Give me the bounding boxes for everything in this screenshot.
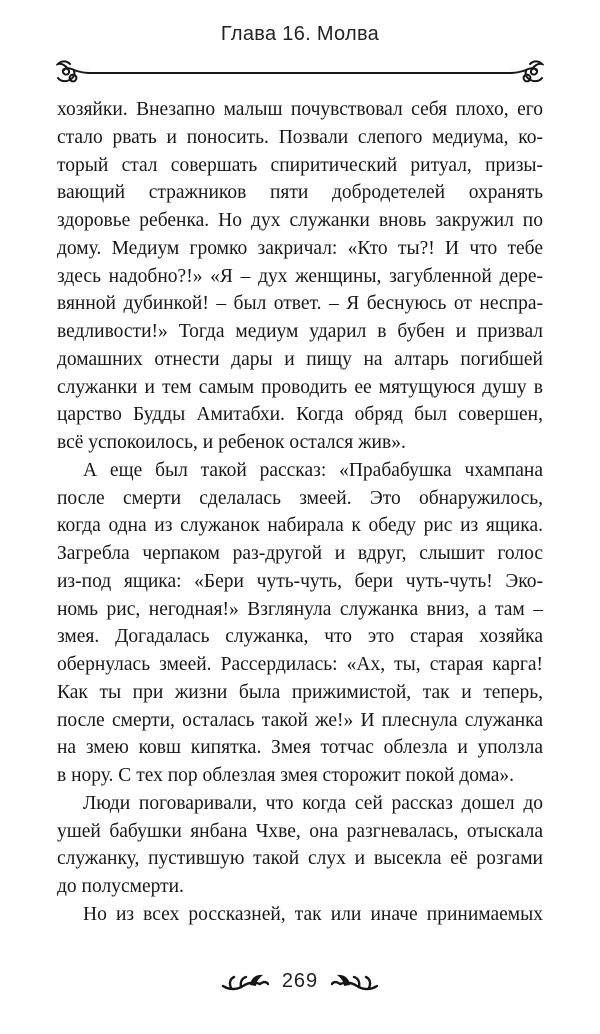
floral-flourish-icon: [56, 59, 92, 87]
text-line: Люди поговаривали, что когда сей рассказ дошел до: [83, 792, 543, 814]
text-line: вянной дубинкой! – был ответ. – Я беснуюсь от неспра-: [57, 293, 543, 315]
divider-rule: [87, 72, 513, 74]
text-line: змея. Догадалась служанка, что это старая хозяйка: [57, 626, 543, 648]
text-line: царство Будды Амитабхи. Когда обряд был совершен,: [57, 404, 543, 426]
text-line: номь рис, негодная!» Взглянула служанка вниз, а там –: [57, 598, 543, 620]
text-line: всё успокоилось, и ребенок остался жив».: [57, 432, 406, 453]
text-line: после смерти сделалась змеей. Это обнаружилось,: [57, 487, 543, 509]
text-line: домашних отнести дары и пищу на алтарь погибшей: [57, 348, 543, 370]
text-line: обернулась змеей. Рассердилась: «Ах, ты, старая карга!: [57, 654, 543, 675]
text-line: Загребла черпаком раз-другой и вдруг, слышит голос: [57, 543, 543, 564]
leaf-flourish-icon: [331, 972, 379, 992]
text-line: Как ты при жизни была прижимистой, так и теперь,: [57, 681, 543, 703]
text-line: до полусмерти.: [57, 876, 184, 897]
leaf-flourish-icon: [221, 972, 269, 992]
text-line: вающий стражников пяти добродетелей охранять: [57, 182, 543, 204]
text-line: А еще был такой рассказ: «Прабабушка чхампана: [83, 459, 543, 481]
text-line: ушей бабушки янбана Чхве, она разгневалась, отыскала: [57, 820, 543, 842]
text-line: ведливости!» Тогда медиум ударил в бубен и призвал: [57, 321, 543, 342]
floral-flourish-icon: [508, 59, 544, 87]
text-line: дому. Медиум громко закричал: «Кто ты?! И что тебе: [57, 237, 543, 259]
text-line: здесь надобно?!» «Я – дух женщины, загубленной дере-: [57, 265, 543, 287]
page-number: 269: [281, 970, 319, 992]
chapter-title: Глава 16. Молва: [220, 23, 380, 45]
page-footer: [0, 970, 600, 993]
text-line: стало рвать и поносить. Позвали слепого медиума, ко-: [57, 126, 543, 148]
text-line: на змею ковш кипятка. Змея тотчас облезла и уползла: [57, 737, 543, 759]
text-line: здоровье ребенка. Но дух служанки вновь закружил по: [57, 210, 543, 231]
text-line: Но из всех россказней, так или иначе принимаемых: [83, 903, 543, 925]
text-line: служанки и тем самым проводить ее мятущуюся душу в: [57, 376, 543, 398]
text-line: в нору. С тех пор облезлая змея сторожит покой дома».: [57, 765, 515, 786]
body-text: [57, 96, 543, 929]
text-line: после смерти, осталась такой же!» И плеснула служанка: [57, 709, 543, 731]
header-divider: [56, 59, 544, 87]
text-line: когда одна из служанок набирала к обеду рис из ящика.: [57, 515, 543, 537]
text-line: торый стал совершать спиритический ритуал, призы-: [57, 154, 543, 176]
text-line: служанку, пустившую такой слух и высекла её розгами: [57, 848, 543, 870]
text-line: хозяйки. Внезапно малыш почувствовал себя плохо, его: [57, 99, 543, 120]
text-line: из-под ящика: «Бери чуть-чуть, бери чуть-чуть! Эко-: [57, 570, 543, 592]
